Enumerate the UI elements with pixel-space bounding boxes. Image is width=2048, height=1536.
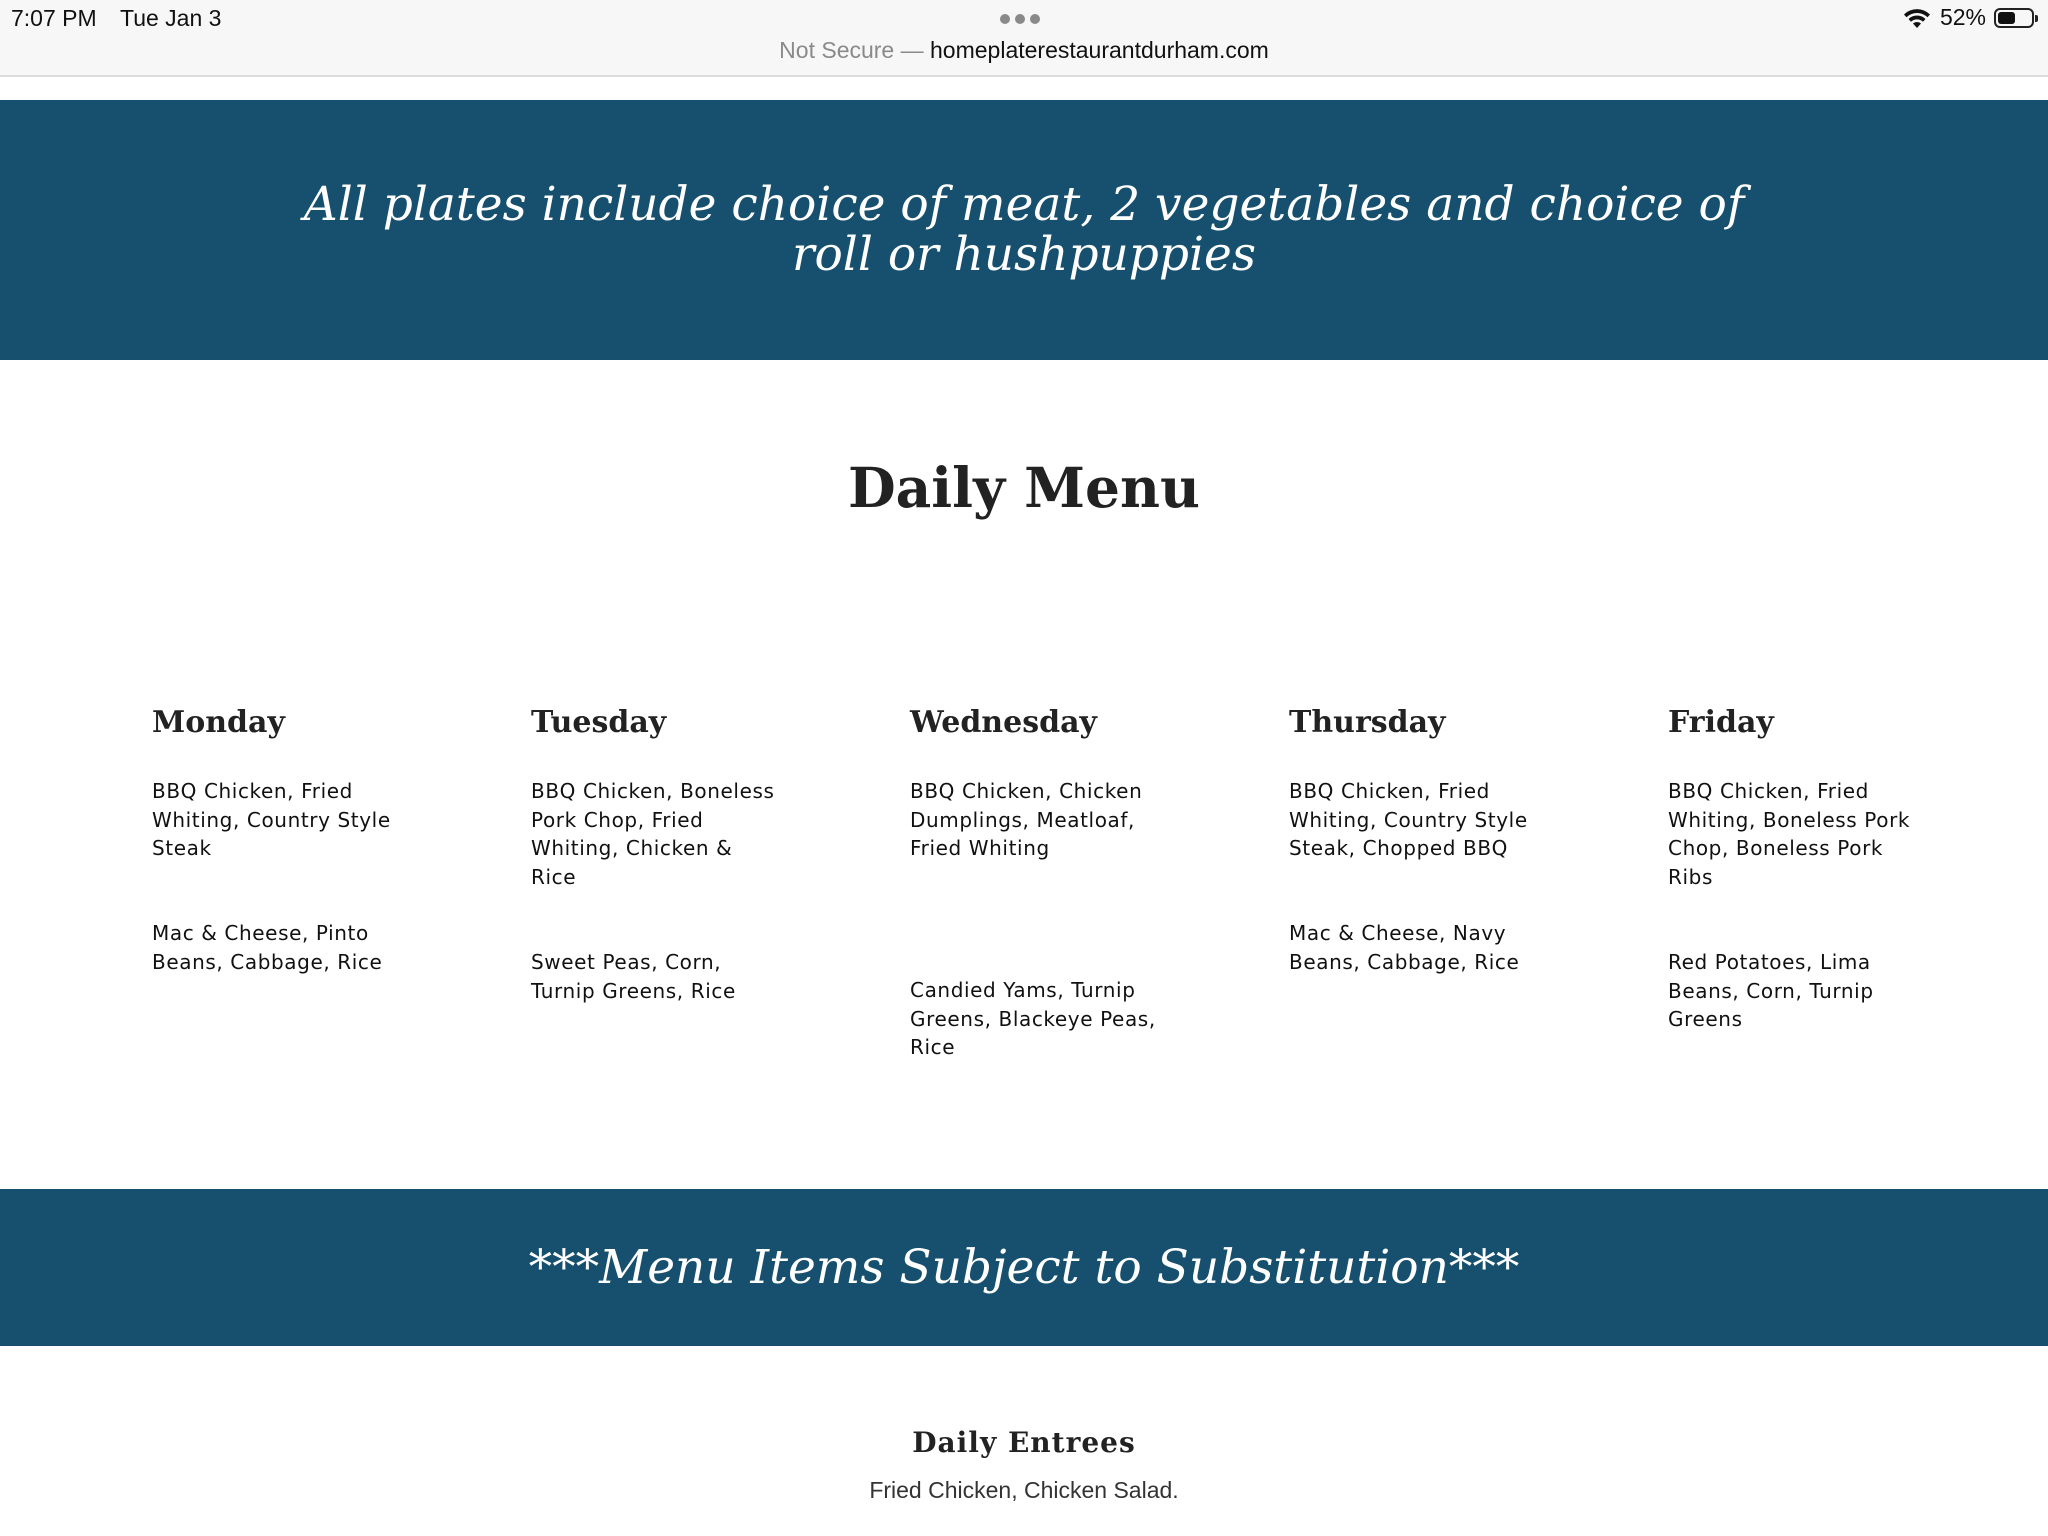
day-column-monday bbox=[152, 705, 452, 974]
plates-banner-text: All plates include choice of meat, 2 vegetables and choice of roll or hushpuppies bbox=[303, 177, 1745, 282]
day-column-tuesday bbox=[531, 705, 831, 1003]
day-name: Friday bbox=[1668, 705, 1774, 740]
browser-chrome bbox=[0, 0, 2048, 77]
day-entrees: BBQ Chicken, Boneless Pork Chop, Fried Whiting, Chicken & Rice bbox=[531, 779, 775, 889]
day-name: Monday bbox=[152, 705, 285, 740]
battery-percentage: 52% bbox=[1939, 4, 1986, 30]
day-sides: Candied Yams, Turnip Greens, Blackeye Peas, Rice bbox=[910, 978, 1156, 1059]
daily-entrees-text: Fried Chicken, Chicken Salad. bbox=[869, 1477, 1179, 1503]
status-time: 7:07 PM bbox=[11, 5, 97, 31]
day-column-friday bbox=[1668, 705, 1968, 1031]
day-entrees: BBQ Chicken, Fried Whiting, Country Style Steak bbox=[152, 779, 391, 860]
day-sides: Mac & Cheese, Navy Beans, Cabbage, Rice bbox=[1289, 921, 1520, 974]
day-sides: Sweet Peas, Corn, Turnip Greens, Rice bbox=[531, 950, 736, 1003]
day-name: Tuesday bbox=[531, 705, 667, 740]
day-name: Wednesday bbox=[910, 705, 1097, 740]
substitution-banner-text: ***Menu Items Subject to Substitution*** bbox=[528, 1240, 1520, 1295]
day-sides: Red Potatoes, Lima Beans, Corn, Turnip Greens bbox=[1668, 950, 1874, 1031]
status-indicators bbox=[1902, 4, 2034, 31]
day-entrees: BBQ Chicken, Chicken Dumplings, Meatloaf, Fried Whiting bbox=[910, 779, 1143, 860]
status-date: Tue Jan 3 bbox=[120, 5, 222, 31]
day-entrees: BBQ Chicken, Fried Whiting, Boneless Pork Chop, Boneless Pork Ribs bbox=[1668, 779, 1911, 889]
multitasking-dots-icon[interactable] bbox=[1000, 14, 1040, 24]
day-column-thursday bbox=[1289, 705, 1589, 974]
day-entrees: BBQ Chicken, Fried Whiting, Country Style Steak, Chopped BBQ bbox=[1289, 779, 1528, 860]
url-host: homeplaterestaurantdurham.com bbox=[930, 37, 1269, 63]
substitution-banner bbox=[0, 1189, 2048, 1346]
wifi-icon bbox=[1902, 6, 1932, 30]
address-bar[interactable] bbox=[0, 37, 2048, 64]
security-label: Not Secure — bbox=[779, 37, 924, 63]
day-name: Thursday bbox=[1289, 705, 1446, 740]
day-sides: Mac & Cheese, Pinto Beans, Cabbage, Rice bbox=[152, 921, 383, 974]
daily-entrees-title: Daily Entrees bbox=[912, 1426, 1136, 1459]
plates-banner bbox=[0, 100, 2048, 360]
page-title: Daily Menu bbox=[847, 455, 1201, 520]
day-column-wednesday bbox=[910, 705, 1210, 1059]
battery-icon bbox=[1994, 8, 2034, 28]
battery-level-fill bbox=[1998, 12, 2015, 24]
